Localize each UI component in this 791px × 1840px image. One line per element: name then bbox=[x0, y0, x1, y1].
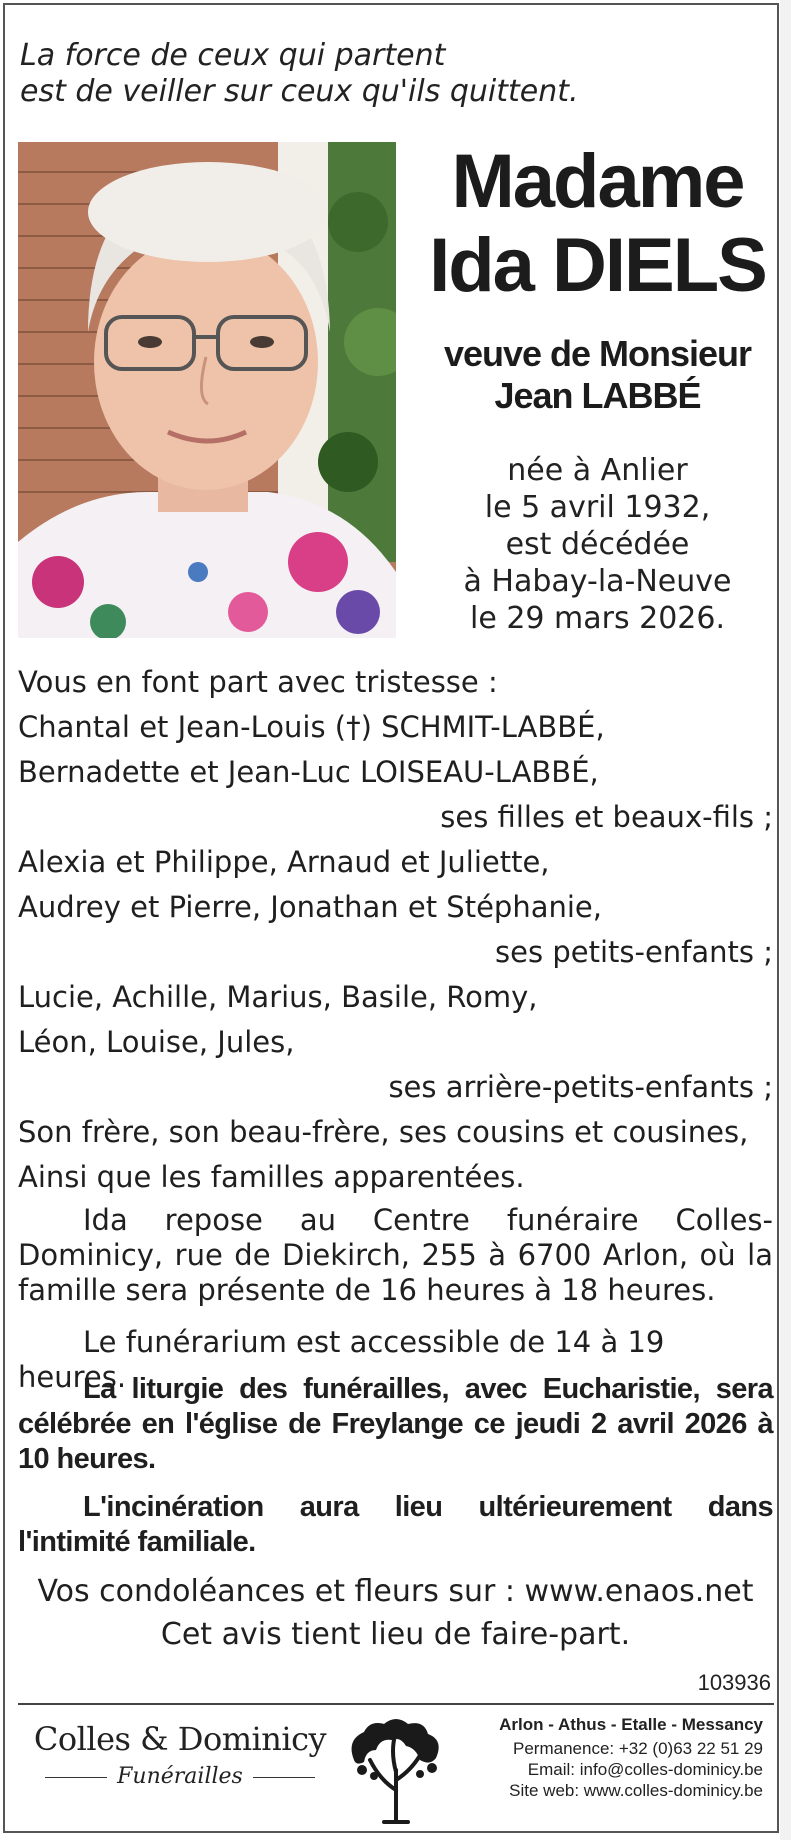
portrait-photo bbox=[18, 142, 396, 638]
birth-line: à Habay-la-Neuve bbox=[463, 564, 732, 599]
brand-subtitle-row bbox=[30, 1760, 330, 1794]
family-line: Léon, Louise, Jules, bbox=[18, 1025, 295, 1059]
family-line: Bernadette et Jean-Luc LOISEAU-LABBÉ, bbox=[18, 755, 599, 789]
notice-line: Cet avis tient lieu de faire-part. bbox=[160, 1617, 631, 1652]
footer-divider bbox=[18, 1703, 774, 1705]
family-announcement bbox=[18, 660, 773, 1200]
incineration-paragraph: L'incinération aura lieu ultérieurement dans l'intimité familiale. bbox=[18, 1491, 773, 1558]
family-relation: ses filles et beaux-fils ; bbox=[440, 800, 773, 834]
birth-death-block bbox=[410, 452, 785, 637]
birth-line: née à Anlier bbox=[507, 453, 688, 488]
brand-rule-right bbox=[253, 1777, 315, 1778]
permanence-line: Permanence: +32 (0)63 22 51 29 bbox=[513, 1739, 763, 1758]
widow-line-2: Jean LABBÉ bbox=[494, 375, 701, 416]
liturgy-paragraph: La liturgie des funérailles, avec Eucharistie, sera célébrée en l'église de Freylange ce jeudi 2 avril 2026 à 10 heures. bbox=[18, 1373, 773, 1475]
reference-number: 103936 bbox=[697, 1670, 771, 1695]
birth-line: le 29 mars 2026. bbox=[469, 601, 726, 636]
deceased-name: Ida DIELS bbox=[429, 223, 766, 308]
family-line: Lucie, Achille, Marius, Basile, Romy, bbox=[18, 980, 538, 1014]
brand-name: Colles & Dominicy bbox=[33, 1720, 327, 1758]
family-line: Alexia et Philippe, Arnaud et Juliette, bbox=[18, 845, 550, 879]
repose-paragraph: Ida repose au Centre funéraire Colles-Dominicy, rue de Diekirch, 255 à 6700 Arlon, où la famille sera présente de 16 heures à 18 heures. bbox=[18, 1203, 773, 1307]
birth-line: le 5 avril 1932, bbox=[484, 490, 711, 525]
brand-rule-left bbox=[45, 1777, 107, 1778]
towns-line: Arlon - Athus - Etalle - Messancy bbox=[499, 1715, 763, 1734]
funeral-home-brand bbox=[30, 1718, 330, 1794]
quote-line-1: La force de ceux qui partent bbox=[20, 38, 446, 73]
family-line: Ainsi que les familles apparentées. bbox=[18, 1160, 525, 1194]
widow-block bbox=[410, 333, 785, 417]
family-relation: ses petits-enfants ; bbox=[495, 935, 773, 969]
deceased-name-block bbox=[410, 140, 785, 308]
family-line: Son frère, son beau-frère, ses cousins et cousines, bbox=[18, 1115, 749, 1149]
family-line: Vous en font part avec tristesse : bbox=[18, 665, 498, 699]
deceased-title: Madame bbox=[451, 139, 744, 224]
family-line: Chantal et Jean-Louis (†) SCHMIT-LABBÉ, bbox=[18, 710, 605, 744]
widow-line-1: veuve de Monsieur bbox=[443, 333, 752, 374]
opening-quote bbox=[20, 38, 579, 110]
condolences-line: Vos condoléances et fleurs sur : www.enaos.net bbox=[37, 1574, 754, 1609]
quote-line-2: est de veiller sur ceux qu'ils quittent. bbox=[20, 74, 579, 109]
website-line: Site web: www.colles-dominicy.be bbox=[509, 1781, 763, 1800]
contact-block bbox=[443, 1712, 763, 1801]
access-paragraph: Le funérarium est accessible de 14 à 19 heures. bbox=[18, 1325, 665, 1394]
family-relation: ses arrière-petits-enfants ; bbox=[388, 1070, 773, 1104]
birth-line: est décédée bbox=[505, 527, 690, 562]
email-line: Email: info@colles-dominicy.be bbox=[527, 1760, 763, 1779]
portrait-illustration bbox=[18, 142, 396, 638]
brand-subtitle: Funérailles bbox=[117, 1764, 243, 1789]
family-line: Audrey et Pierre, Jonathan et Stéphanie, bbox=[18, 890, 602, 924]
tree-logo-icon bbox=[340, 1710, 452, 1828]
